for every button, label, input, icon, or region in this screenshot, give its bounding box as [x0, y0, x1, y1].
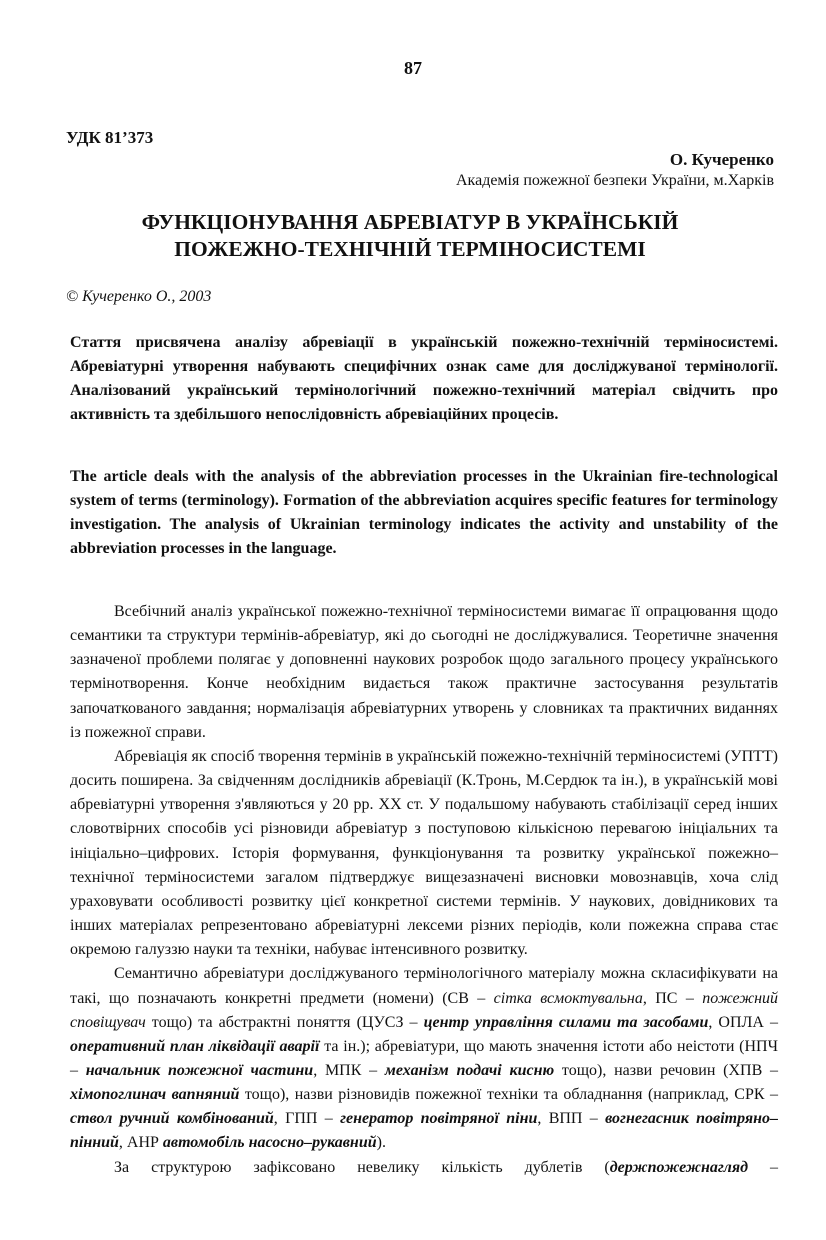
paragraph-2: Абревіація як спосіб творення термінів в українській пожежно-технічній терміносистемі (УПТТ) досить поширена. За свідченням дослідників абревіації (К.Тронь, М.Сердюк та ін.), в українській мові абревіатурні утворення з'являються у 20 рр. ХХ ст. У подальшому набувають стабілізації серед інших словотвірних способів усі різновиди абревіатур з поступовою кількісною перевагою ініціальних та ініціально–цифрових. Історія формування, функціонування та розвитку української пожежно–технічної терміносистеми загалом підтверджує вищезазначені висновки мовознавців, хоча слід ураховувати особливості розвитку цієї конкретної системи термінів. У наукових, довідникових та інших матеріалах репрезентовано абревіатурні лексеми різних періодів, коли пожежна справа стає окремою галуззю науки та техніки, набуває інтенсивного розвитку.	[70, 747, 778, 959]
term-expansion: оперативний план ліквідації аварії	[70, 1037, 320, 1055]
term-expansion: вогнегасник повітряно–пінний	[70, 1110, 779, 1152]
term-expansion: механізм подачі кисню	[384, 1061, 555, 1079]
text-run: , МПК –	[313, 1061, 385, 1079]
abstract-english: The article deals with the analysis of the abbreviation processes in the Ukrainian fire-technological system of terms (terminology). Formation of the abbreviation acquires specific features for terminology investigation. The analysis of Ukrainian terminology indicates the activity and unstability of the abbreviation processes in the language.	[70, 468, 778, 557]
term-expansion: хімопоглинач вапняний	[70, 1086, 240, 1104]
text-run: Семантично абревіатури досліджуваного термінологічного матеріалу можна скласифікувати на такі, що позначають конкретні предмети (номени) (СВ –	[70, 965, 778, 1007]
term-expansion: автомобіль насосно–рукавний	[162, 1134, 377, 1152]
text-run: , АНР	[118, 1134, 163, 1152]
article-title	[60, 209, 760, 263]
page-number: 87	[404, 58, 422, 78]
text-run: , ПС –	[642, 989, 703, 1007]
article-body	[70, 600, 778, 1180]
text-run: тощо), назви різновидів пожежної техніки та обладнання (наприклад, СРК –	[239, 1086, 779, 1104]
term-expansion: центр управління силами та засобами	[423, 1013, 709, 1031]
copyright-line: © Кучеренко О., 2003	[66, 288, 212, 305]
term-expansion: держпожежнагляд	[609, 1158, 749, 1176]
text-run: тощо) та абстрактні поняття (ЦУСЗ –	[145, 1013, 424, 1031]
text-run: тощо), назви речовин (ХПВ –	[554, 1061, 779, 1079]
text-run: , ВПП –	[537, 1110, 606, 1128]
text-run: –	[748, 1158, 779, 1176]
title-line-1: ФУНКЦІОНУВАННЯ АБРЕВІАТУР В УКРАЇНСЬКІЙ	[141, 210, 679, 234]
title-line-2: ПОЖЕЖНО-ТЕХНІЧНІЙ ТЕРМІНОСИСТЕМІ	[174, 237, 646, 261]
term-expansion: пожежний сповіщувач	[70, 989, 779, 1031]
abstract-ukrainian: Стаття присвячена аналізу абревіації в українській пожежно-технічній терміносистемі. Абревіатурні утворення набувають специфічних ознак саме для досліджуваної термінології. Аналізований український термінологічний пожежно-технічний матеріал свідчить про активність та здебільшого непослідовність абревіаційних процесів.	[70, 334, 778, 423]
term-expansion: генератор повітряної піни	[340, 1110, 538, 1128]
text-run: За структурою зафіксовано невелику кількість дублетів (	[114, 1158, 610, 1176]
text-run: , ОПЛА –	[708, 1013, 778, 1031]
term-expansion: ствол ручний комбінований	[70, 1110, 274, 1128]
text-run: та ін.); абревіатури, що мають значення істоти або неістоти (НПЧ –	[70, 1037, 778, 1079]
term-expansion: сітка всмоктувальна	[493, 989, 643, 1007]
udc-code: УДК 81’373	[66, 128, 154, 147]
text-run: ).	[376, 1134, 386, 1152]
text-run: , ГПП –	[273, 1110, 341, 1128]
term-expansion: начальник пожежної частини	[85, 1061, 314, 1079]
author-name: О. Кучеренко	[669, 150, 774, 169]
paragraph-1: Всебічний аналіз української пожежно-технічної терміносистеми вимагає її опрацювання щодо семантики та структури термінів-абревіатур, які до сьогодні не досліджувалися. Теоретичне значення зазначеної проблеми полягає у доповненні наукових розробок щодо загального процесу українського термінотворення. Конче необхідним видається також практичне застосування результатів започаткованого завдання; нормалізація абревіатурних утворень у словниках та практичних виданнях із пожежної справи.	[70, 603, 778, 741]
paragraph-4	[70, 1156, 778, 1180]
paragraph-3	[70, 962, 778, 1155]
author-affiliation: Академія пожежної безпеки України, м.Харків	[456, 172, 774, 189]
